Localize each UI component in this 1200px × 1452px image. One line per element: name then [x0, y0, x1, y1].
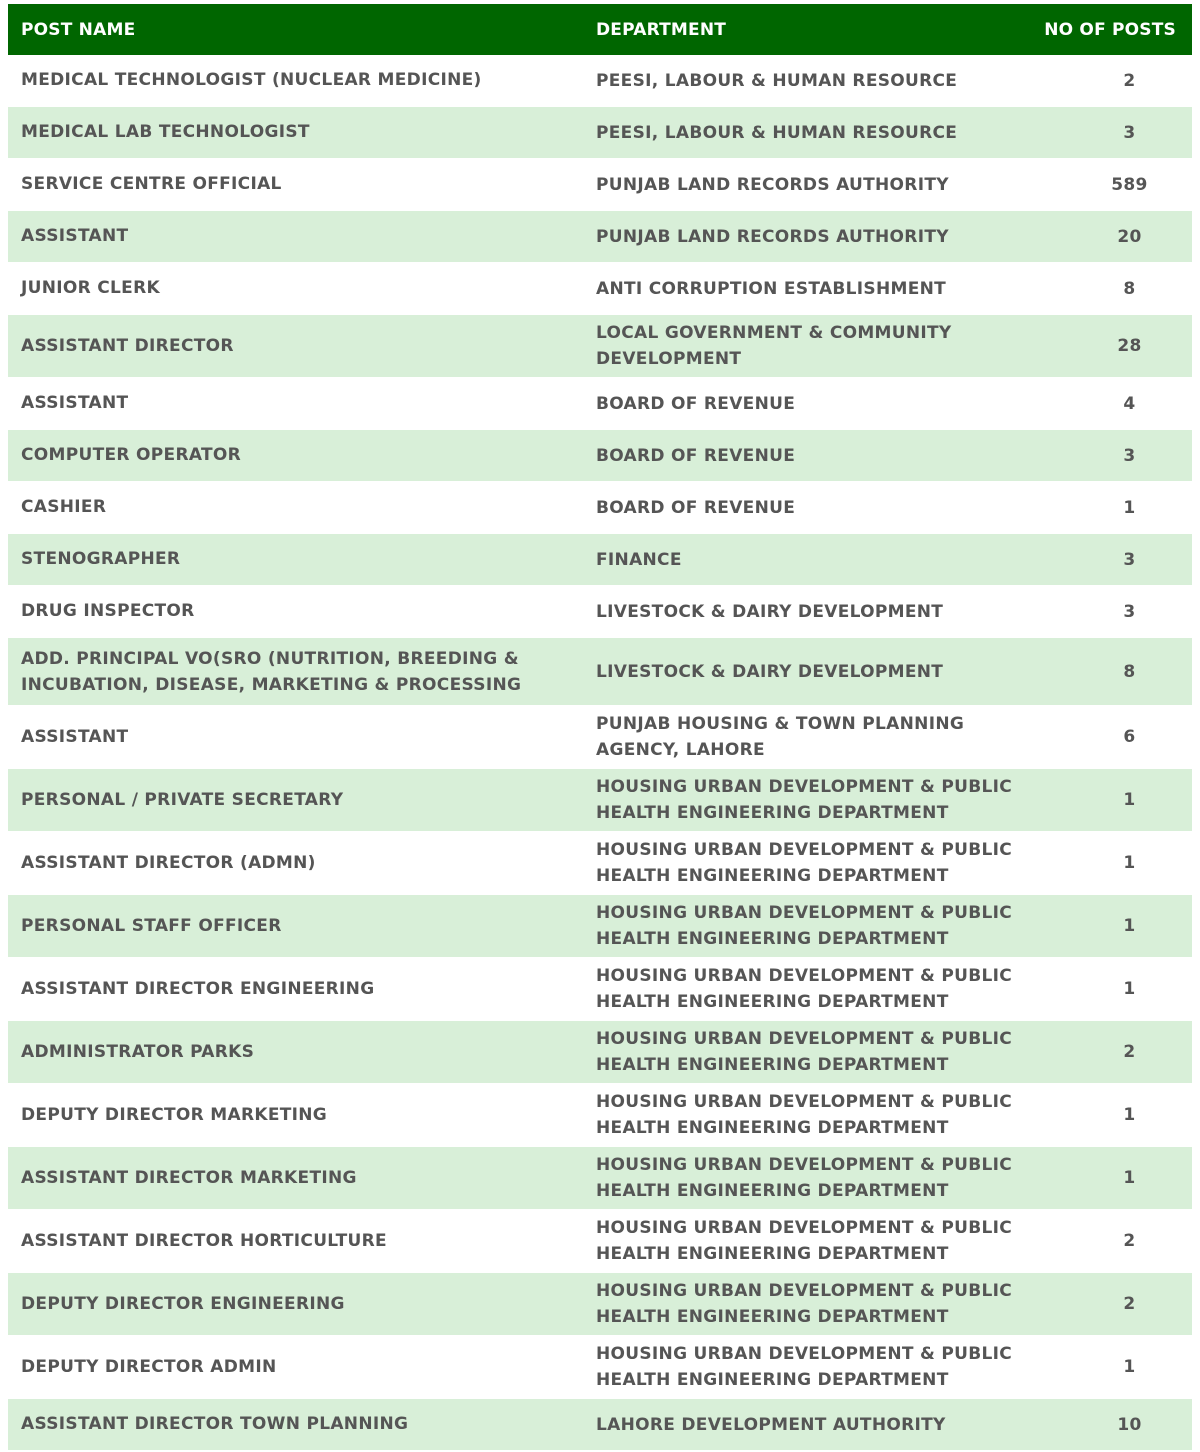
department-cell: LIVESTOCK & DAIRY DEVELOPMENT	[583, 586, 1037, 638]
post-count-cell: 2	[1037, 55, 1192, 107]
department-cell: PUNJAB LAND RECORDS AUTHORITY	[583, 211, 1037, 263]
post-count-cell: 2	[1037, 1273, 1192, 1336]
post-name-cell: ASSISTANT DIRECTOR MARKETING	[8, 1147, 583, 1210]
post-name-cell: DEPUTY DIRECTOR ADMIN	[8, 1336, 583, 1399]
post-count-cell: 3	[1037, 534, 1192, 586]
post-name-cell: ASSISTANT DIRECTOR	[8, 315, 583, 378]
header-department: DEPARTMENT	[583, 4, 1037, 55]
post-count-cell: 3	[1037, 107, 1192, 159]
post-count-cell: 1	[1037, 958, 1192, 1021]
post-count-cell: 3	[1037, 586, 1192, 638]
post-name-cell: JUNIOR CLERK	[8, 263, 583, 315]
department-cell: PEESI, LABOUR & HUMAN RESOURCE	[583, 55, 1037, 107]
department-cell: BOARD OF REVENUE	[583, 378, 1037, 430]
table-row	[8, 1021, 1192, 1084]
post-count-cell: 1	[1037, 1336, 1192, 1399]
post-name-cell: ADMINISTRATOR PARKS	[8, 1021, 583, 1084]
table-row	[8, 378, 1192, 430]
post-count-cell: 8	[1037, 638, 1192, 706]
table-row	[8, 832, 1192, 895]
department-cell: LIVESTOCK & DAIRY DEVELOPMENT	[583, 638, 1037, 706]
table-row	[8, 1399, 1192, 1451]
department-cell: BOARD OF REVENUE	[583, 482, 1037, 534]
table-row	[8, 1147, 1192, 1210]
table-header	[8, 4, 1192, 55]
post-name-cell: ASSISTANT	[8, 378, 583, 430]
post-name-cell: PERSONAL / PRIVATE SECRETARY	[8, 769, 583, 832]
table-row	[8, 482, 1192, 534]
header-row	[8, 4, 1192, 55]
table-row	[8, 1210, 1192, 1273]
post-count-cell: 1	[1037, 769, 1192, 832]
post-count-cell: 3	[1037, 430, 1192, 482]
department-cell: PEESI, LABOUR & HUMAN RESOURCE	[583, 107, 1037, 159]
department-cell: FINANCE	[583, 534, 1037, 586]
post-name-cell: PERSONAL STAFF OFFICER	[8, 895, 583, 958]
posts-table-container	[8, 4, 1192, 1451]
post-count-cell: 2	[1037, 1210, 1192, 1273]
table-row	[8, 586, 1192, 638]
department-cell: HOUSING URBAN DEVELOPMENT & PUBLIC HEALTH ENGINEERING DEPARTMENT	[583, 1336, 1037, 1399]
department-cell: HOUSING URBAN DEVELOPMENT & PUBLIC HEALTH ENGINEERING DEPARTMENT	[583, 958, 1037, 1021]
table-row	[8, 211, 1192, 263]
header-no-of-posts: NO OF POSTS	[1037, 4, 1192, 55]
table-row	[8, 263, 1192, 315]
post-count-cell: 1	[1037, 832, 1192, 895]
table-row	[8, 958, 1192, 1021]
post-name-cell: ASSISTANT DIRECTOR ENGINEERING	[8, 958, 583, 1021]
table-row	[8, 769, 1192, 832]
department-cell: HOUSING URBAN DEVELOPMENT & PUBLIC HEALTH ENGINEERING DEPARTMENT	[583, 895, 1037, 958]
post-name-cell: MEDICAL TECHNOLOGIST (NUCLEAR MEDICINE)	[8, 55, 583, 107]
department-cell: HOUSING URBAN DEVELOPMENT & PUBLIC HEALTH ENGINEERING DEPARTMENT	[583, 1273, 1037, 1336]
post-name-cell: ASSISTANT	[8, 211, 583, 263]
post-name-cell: ASSISTANT DIRECTOR (ADMN)	[8, 832, 583, 895]
post-count-cell: 2	[1037, 1021, 1192, 1084]
table-row	[8, 1273, 1192, 1336]
table-row	[8, 534, 1192, 586]
department-cell: BOARD OF REVENUE	[583, 430, 1037, 482]
post-name-cell: ASSISTANT	[8, 706, 583, 769]
post-count-cell: 28	[1037, 315, 1192, 378]
post-name-cell: COMPUTER OPERATOR	[8, 430, 583, 482]
table-row	[8, 706, 1192, 769]
post-name-cell: DEPUTY DIRECTOR ENGINEERING	[8, 1273, 583, 1336]
department-cell: HOUSING URBAN DEVELOPMENT & PUBLIC HEALTH ENGINEERING DEPARTMENT	[583, 769, 1037, 832]
post-count-cell: 1	[1037, 1084, 1192, 1147]
post-count-cell: 4	[1037, 378, 1192, 430]
posts-table	[8, 4, 1192, 1451]
post-count-cell: 10	[1037, 1399, 1192, 1451]
header-post-name: POST NAME	[8, 4, 583, 55]
table-row	[8, 107, 1192, 159]
post-name-cell: ASSISTANT DIRECTOR HORTICULTURE	[8, 1210, 583, 1273]
post-name-cell: STENOGRAPHER	[8, 534, 583, 586]
department-cell: ANTI CORRUPTION ESTABLISHMENT	[583, 263, 1037, 315]
table-row	[8, 638, 1192, 706]
post-count-cell: 1	[1037, 1147, 1192, 1210]
post-name-cell: DRUG INSPECTOR	[8, 586, 583, 638]
table-row	[8, 1336, 1192, 1399]
table-row	[8, 159, 1192, 211]
post-name-cell: ASSISTANT DIRECTOR TOWN PLANNING	[8, 1399, 583, 1451]
post-count-cell: 8	[1037, 263, 1192, 315]
post-name-cell: ADD. PRINCIPAL VO(SRO (NUTRITION, BREEDING & INCUBATION, DISEASE, MARKETING & PROCESSING	[8, 638, 583, 706]
post-count-cell: 1	[1037, 482, 1192, 534]
department-cell: HOUSING URBAN DEVELOPMENT & PUBLIC HEALTH ENGINEERING DEPARTMENT	[583, 832, 1037, 895]
department-cell: PUNJAB LAND RECORDS AUTHORITY	[583, 159, 1037, 211]
department-cell: PUNJAB HOUSING & TOWN PLANNING AGENCY, LAHORE	[583, 706, 1037, 769]
table-row	[8, 315, 1192, 378]
post-count-cell: 6	[1037, 706, 1192, 769]
table-body	[8, 55, 1192, 1451]
post-name-cell: SERVICE CENTRE OFFICIAL	[8, 159, 583, 211]
post-name-cell: MEDICAL LAB TECHNOLOGIST	[8, 107, 583, 159]
table-row	[8, 55, 1192, 107]
table-row	[8, 1084, 1192, 1147]
department-cell: LAHORE DEVELOPMENT AUTHORITY	[583, 1399, 1037, 1451]
department-cell: HOUSING URBAN DEVELOPMENT & PUBLIC HEALTH ENGINEERING DEPARTMENT	[583, 1021, 1037, 1084]
department-cell: HOUSING URBAN DEVELOPMENT & PUBLIC HEALTH ENGINEERING DEPARTMENT	[583, 1147, 1037, 1210]
post-count-cell: 589	[1037, 159, 1192, 211]
post-name-cell: DEPUTY DIRECTOR MARKETING	[8, 1084, 583, 1147]
post-name-cell: CASHIER	[8, 482, 583, 534]
post-count-cell: 1	[1037, 895, 1192, 958]
table-row	[8, 895, 1192, 958]
table-row	[8, 430, 1192, 482]
department-cell: HOUSING URBAN DEVELOPMENT & PUBLIC HEALTH ENGINEERING DEPARTMENT	[583, 1084, 1037, 1147]
department-cell: HOUSING URBAN DEVELOPMENT & PUBLIC HEALTH ENGINEERING DEPARTMENT	[583, 1210, 1037, 1273]
department-cell: LOCAL GOVERNMENT & COMMUNITY DEVELOPMENT	[583, 315, 1037, 378]
post-count-cell: 20	[1037, 211, 1192, 263]
